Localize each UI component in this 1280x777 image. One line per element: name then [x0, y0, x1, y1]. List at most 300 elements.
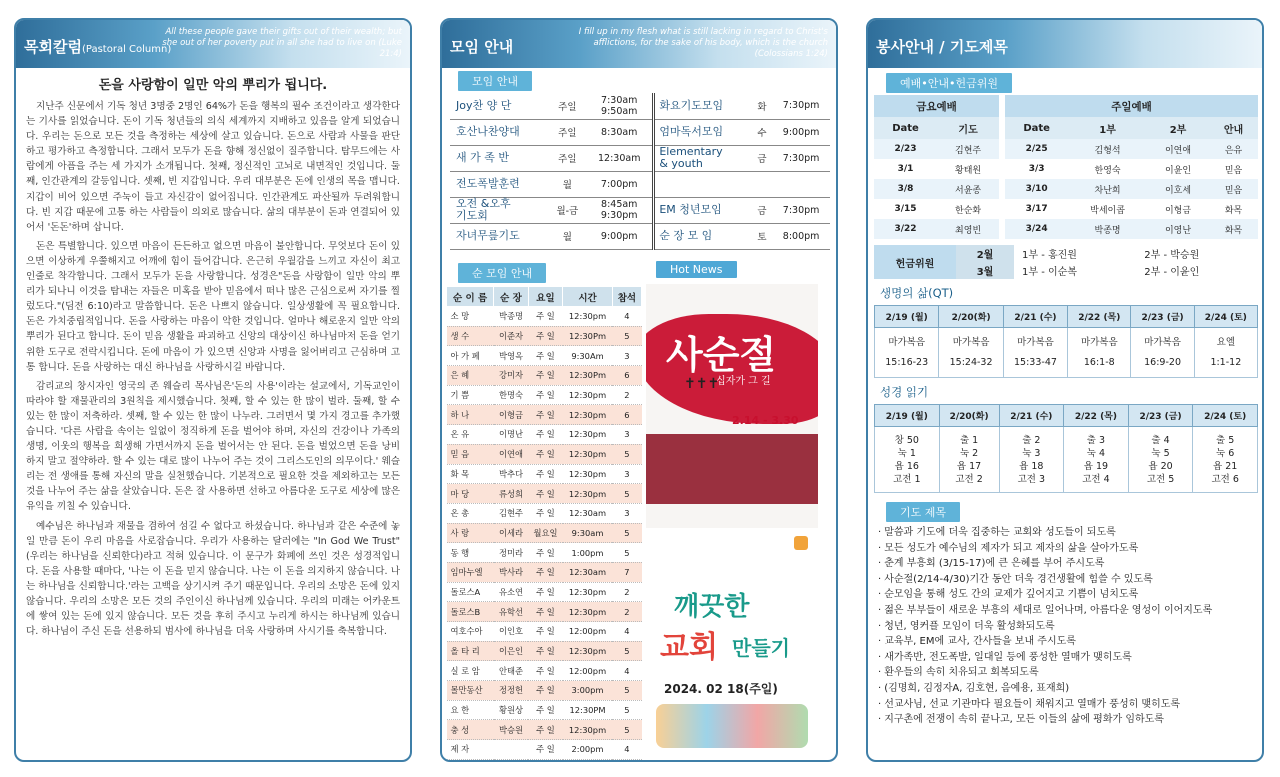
prayer-item: · 젊은 부부들이 새로운 부흥의 세대로 일어나며, 아름다운 영성이 이어지도록	[878, 603, 1262, 619]
group-leader: 이준자	[494, 326, 528, 346]
meeting-time: 7:30pm	[772, 93, 830, 119]
column-paragraph: 돈은 특별합니다. 있으면 마음이 든든하고 없으면 마음이 불안합니다. 무엇보다 돈이 있으면 이상하게 우쭐해지고 어깨에 힘이 들어갑니다. 은근히 우월감을 느끼고 자신이 최고인줄로 착각합니다. 그래서 모두가 돈을 사랑합니다. 성경은"돈을 사랑함이 일만 악의 뿌리가 되나니 이것을 탐내는 자들은 미혹을 받아 믿음에서 떠나 많은 근심으로써 자기를 찔렀도다."(딤전 6:10)라고 말씀합니다. 돈은 나쁘지 않습니다. 일상생활에 꼭 필요합니다. 돈은 가치중립적입니다. 돈을 사랑하는 마음이 악한 것입니다. 얼마나 해로운지 일만 악의 뿌리가 된다고 합니다. 돈이 믿음 생활을 파괴하고 신앙의 대상이신 하나님마저 돈을 얻기 위한 도구로 전락시킵니다. 돈에 마음이 가 있으면 신앙과 사명을 잃어버리고 근심하며 고통 합니다. 돈을 사랑하는 대신 하나님을 사랑하시길 바랍니다.	[26, 240, 400, 373]
qt-range: 15:33-47	[1014, 356, 1057, 368]
qt-range: 1:1-12	[1210, 356, 1242, 368]
worship-col-header: 2부	[1147, 117, 1209, 139]
worship-row	[874, 199, 1258, 219]
bible-chapter: 눅 2	[959, 447, 979, 459]
worship-col-header: 기도	[937, 117, 999, 139]
group-attend: 6	[612, 366, 641, 386]
group-name: 몰만동산	[447, 681, 494, 701]
group-time: 1:00pm	[563, 543, 613, 563]
group-time: 3:00pm	[563, 681, 613, 701]
group-time: 12:30Pm	[563, 326, 613, 346]
small-group-row	[447, 484, 642, 504]
small-group-tag: 순 모임 안내	[458, 263, 546, 283]
small-group-row	[447, 562, 642, 582]
small-group-row	[447, 523, 642, 543]
bible-chapter: 출 4	[1151, 434, 1170, 446]
sun-second: 이윤인	[1164, 165, 1192, 176]
bible-day: 2/20(화)	[939, 405, 999, 427]
group-attend: 4	[612, 622, 641, 642]
meeting-name: 호산나찬양대	[450, 119, 549, 145]
group-leader: 이형금	[494, 405, 528, 425]
meeting-time: 8:00pm	[772, 223, 830, 249]
small-group-header: 시간	[563, 287, 613, 307]
bible-chapter: 고전 3	[1017, 473, 1046, 485]
group-name: 아 가 페	[447, 346, 494, 366]
sun-second: 이호세	[1147, 179, 1209, 199]
bible-reading-title: 성경 읽기	[880, 385, 929, 399]
meeting-time: 8:45am 9:30pm	[586, 197, 654, 223]
small-group-header: 요일	[528, 287, 562, 307]
group-day: 주 일	[528, 602, 562, 622]
group-leader: 정정헌	[494, 681, 528, 701]
qt-cell	[1003, 328, 1067, 378]
meeting-day: 주일	[549, 145, 587, 171]
lent-title: 사순절	[666, 332, 777, 377]
sun-first: 차난희	[1068, 179, 1147, 199]
people-illustration	[656, 704, 808, 748]
prayer-item: · 선교사님, 선교 기관마다 필요들이 채워지고 열매가 풍성히 맺히도록	[878, 697, 1262, 713]
group-time: 12:30pm	[563, 405, 613, 425]
pastoral-verse: All these people gave their gifts out of their wealth; but she out of her poverty put in all she had to live on (Luke 21:4)	[162, 27, 402, 59]
group-day: 주 일	[528, 543, 562, 563]
small-group-row	[447, 464, 642, 484]
bible-day: 2/21 (수)	[999, 405, 1064, 427]
small-group-row	[447, 366, 642, 386]
group-day: 주 일	[528, 582, 562, 602]
group-name: 은 혜	[447, 366, 494, 386]
group-time: 12:30pm	[563, 444, 613, 464]
poster-line-3: 만들기	[732, 636, 790, 660]
group-leader: 강미자	[494, 366, 528, 386]
group-day: 주 일	[528, 484, 562, 504]
group-leader: 이세라	[494, 523, 528, 543]
bible-cell	[1128, 427, 1193, 493]
fri-date: 3/8	[874, 179, 937, 199]
group-day: 주 일	[528, 562, 562, 582]
group-attend: 7	[612, 562, 641, 582]
fri-prayer: 김현주	[937, 139, 999, 159]
qt-range: 15:16-23	[885, 356, 929, 368]
group-attend: 5	[612, 681, 641, 701]
group-leader: 박추다	[494, 464, 528, 484]
bible-cell	[999, 427, 1064, 493]
group-attend: 5	[612, 700, 641, 720]
group-attend: 3	[612, 346, 641, 366]
group-day: 주 일	[528, 307, 562, 327]
bible-day: 2/22 (목)	[1064, 405, 1129, 427]
pastoral-header	[16, 20, 410, 68]
poster-date: 2024. 02 18(주일)	[664, 682, 778, 696]
meeting-row	[450, 119, 830, 145]
meeting-day: 주일	[549, 93, 587, 119]
prayer-item: · 춘계 부흥회 (3/15-17)에 큰 은혜를 부어 주시도록	[878, 556, 1262, 572]
small-group-header: 순 이 름	[447, 287, 494, 307]
group-name: 동 행	[447, 543, 494, 563]
bible-chapter: 출 5	[1216, 434, 1235, 446]
worship-table	[874, 95, 1258, 239]
group-leader: 박승원	[494, 720, 528, 740]
group-attend: 2	[612, 582, 641, 602]
qt-book: 마가복음	[888, 336, 926, 348]
offering-second: 2부 - 박승원	[1144, 250, 1200, 261]
small-group-row	[447, 622, 642, 642]
bible-chapter: 고전 4	[1082, 473, 1110, 485]
group-day: 주 일	[528, 641, 562, 661]
group-day: 주 일	[528, 700, 562, 720]
service-panel	[866, 18, 1264, 762]
sun-date: 3/10	[1005, 179, 1068, 199]
sun-date: 3/3	[1028, 164, 1045, 174]
group-attend: 3	[612, 503, 641, 523]
qt-cell	[1068, 328, 1131, 378]
poster-line-2: 교회	[660, 630, 718, 665]
meeting-time: 12:30am	[586, 145, 654, 171]
meeting-time: 7:00pm	[586, 171, 654, 197]
meeting-name: 오전 &오후 기도회	[450, 197, 549, 223]
worship-row	[874, 219, 1258, 239]
qt-day: 2/19 (월)	[875, 306, 939, 328]
meeting-name: Elementary & youth	[654, 145, 752, 171]
group-day: 주 일	[528, 385, 562, 405]
sun-first: 김형석	[1068, 139, 1147, 159]
prayer-item: · 모든 성도가 예수님의 제자가 되고 제자의 삶을 살아가도록	[878, 541, 1262, 557]
sun-guide: 은유	[1209, 139, 1258, 159]
group-name: 소 망	[447, 307, 494, 327]
small-group-row	[447, 543, 642, 563]
worship-row	[874, 179, 1258, 199]
bible-chapter: 욥 19	[1083, 460, 1109, 472]
worship-col-header: Date	[1005, 117, 1068, 139]
qt-book: 마가복음	[952, 336, 990, 348]
bible-chapter: 눅 6	[1216, 447, 1235, 459]
group-day: 주 일	[528, 464, 562, 484]
group-leader: 이연애	[494, 444, 528, 464]
small-group-row	[447, 582, 642, 602]
group-day: 주 일	[528, 326, 562, 346]
prayer-tag: 기도 제목	[886, 502, 960, 522]
sun-guide: 믿음	[1209, 179, 1258, 199]
group-day: 주 일	[528, 622, 562, 642]
offering-month: 2월	[956, 245, 1014, 262]
meeting-name: EM 청년모임	[654, 197, 752, 223]
group-name: 올 타 리	[447, 641, 494, 661]
group-leader: 류성희	[494, 484, 528, 504]
meeting-verse: I fill up in my flesh what is still lacking in regard to Christ's afflictions, for the sake of his body, which is the church (Colossians 1:24)	[578, 27, 828, 59]
group-leader: 황원상	[494, 700, 528, 720]
group-time: 9:30am	[563, 523, 613, 543]
qt-book: 마가복음	[1017, 336, 1054, 348]
fri-prayer: 황태원	[955, 165, 982, 176]
small-group-header: 참석	[612, 287, 641, 307]
group-name: 온 유	[447, 425, 494, 445]
prayer-item: · 청년, 영커플 모임이 더욱 활성화되도록	[878, 619, 1262, 635]
pastoral-column-panel	[14, 18, 412, 762]
bible-day: 2/19 (월)	[875, 405, 940, 427]
sun-date: 2/25	[1005, 139, 1068, 159]
group-day: 주 일	[528, 444, 562, 464]
bible-reading-table	[874, 404, 1258, 493]
group-time: 12:30pm	[563, 602, 613, 622]
meeting-table	[450, 93, 830, 250]
small-group-row	[447, 641, 642, 661]
group-name: 하 나	[447, 405, 494, 425]
fri-prayer: 서윤종	[937, 179, 999, 199]
bible-chapter: 눅 5	[1151, 447, 1170, 459]
offering-second: 2부 - 이윤인	[1144, 267, 1200, 278]
sun-date: 3/24	[1005, 219, 1068, 239]
qt-range: 16:9-20	[1144, 356, 1181, 368]
group-day: 주 일	[528, 503, 562, 523]
qt-book: 요엘	[1216, 336, 1236, 348]
small-group-row	[447, 444, 642, 464]
group-leader: 안태준	[494, 661, 528, 681]
bible-chapter: 창 50	[894, 434, 919, 446]
small-group-row	[447, 661, 642, 681]
worship-col-header: 1부	[1068, 117, 1147, 139]
bible-chapter: 고전 5	[1146, 473, 1175, 485]
group-attend: 4	[612, 661, 641, 681]
sun-guide: 믿음	[1224, 165, 1243, 176]
meeting-day: 금	[752, 197, 773, 223]
worship-col-header: Date	[874, 117, 937, 139]
meeting-tag: 모임 안내	[458, 71, 532, 91]
group-attend: 5	[612, 326, 641, 346]
fri-prayer: 최영빈	[937, 219, 999, 239]
group-name: 돌로스B	[447, 602, 494, 622]
small-group-header: 순 장	[494, 287, 528, 307]
offering-month: 3월	[956, 262, 1014, 279]
group-time: 12:30am	[563, 503, 613, 523]
group-time: 12:30am	[563, 562, 613, 582]
bible-cell	[939, 427, 999, 493]
group-leader: 유소연	[494, 582, 528, 602]
group-name: 제 자	[447, 740, 494, 760]
pastoral-title: 목회칼럼(Pastoral Column)	[24, 38, 172, 56]
meeting-row	[450, 223, 830, 249]
meeting-day: 월-금	[549, 197, 587, 223]
group-attend: 5	[612, 543, 641, 563]
service-header	[868, 20, 1262, 68]
group-name: 임마누엘	[447, 562, 494, 582]
group-name: 요 한	[447, 700, 494, 720]
prayer-item: · 말씀과 기도에 더욱 집중하는 교회와 성도들이 되도록	[878, 525, 1262, 541]
group-time: 12:30PM	[563, 700, 613, 720]
bible-cell	[1193, 427, 1258, 493]
service-tag: 예배•안내•헌금위원	[886, 73, 1012, 93]
group-time: 12:30pm	[563, 720, 613, 740]
offering-table	[874, 245, 1258, 279]
fri-date: 3/22	[874, 219, 937, 239]
bible-cell	[1064, 427, 1129, 493]
prayer-item: · 순모임을 통해 성도 간의 교제가 깊어지고 기쁨이 넘치도록	[878, 587, 1262, 603]
group-attend: 5	[612, 444, 641, 464]
qt-table	[874, 305, 1258, 378]
bible-chapter: 출 2	[1022, 434, 1041, 446]
prayer-item: · 교육부, EM에 교사, 간사들을 보내 주시도록	[878, 634, 1262, 650]
bible-chapter: 고전 6	[1211, 473, 1239, 485]
sunday-service-label: 주일예배	[1005, 95, 1258, 117]
sun-date: 3/17	[1025, 204, 1048, 214]
meeting-day: 월	[549, 223, 587, 249]
prayer-list	[868, 525, 1262, 728]
group-leader: 이은인	[494, 641, 528, 661]
qt-cell	[1131, 328, 1194, 378]
group-day: 주 일	[528, 366, 562, 386]
sun-guide: 화목	[1224, 205, 1243, 216]
group-day: 주 일	[528, 346, 562, 366]
qt-day: 2/20(화)	[939, 306, 1003, 328]
qt-day: 2/21 (수)	[1003, 306, 1067, 328]
prayer-item: · (김명희, 김정자A, 김호현, 음예용, 표재희)	[878, 681, 1262, 697]
lent-dates: 2.14 - 3.30	[732, 414, 799, 427]
group-name: 믿 음	[447, 444, 494, 464]
qt-cell	[875, 328, 939, 378]
sun-first: 한영숙	[1094, 165, 1121, 176]
meeting-header	[442, 20, 836, 68]
prayer-item: · 환우들의 속히 치유되고 회복되도록	[878, 665, 1262, 681]
meeting-panel	[440, 18, 838, 762]
group-name: 화 목	[447, 464, 494, 484]
group-day: 월요일	[528, 523, 562, 543]
group-leader: 박사라	[494, 562, 528, 582]
group-leader	[494, 740, 528, 760]
group-attend: 6	[612, 405, 641, 425]
qt-range: 16:1-8	[1083, 356, 1115, 368]
group-attend: 5	[612, 484, 641, 504]
group-attend: 3	[612, 425, 641, 445]
group-name: 사 랑	[447, 523, 494, 543]
group-leader: 박영옥	[494, 346, 528, 366]
small-group-row	[447, 385, 642, 405]
group-time: 12:00pm	[563, 622, 613, 642]
meeting-name: 새 가 족 반	[450, 145, 549, 171]
small-group-row	[447, 503, 642, 523]
group-time: 2:00pm	[563, 740, 613, 760]
bible-day: 2/24 (토)	[1193, 405, 1258, 427]
small-group-row	[447, 405, 642, 425]
sun-second: 이영난	[1147, 219, 1209, 239]
sun-first: 박종명	[1068, 219, 1147, 239]
group-time: 12:00pm	[563, 661, 613, 681]
column-paragraph: 지난주 신문에서 기독 청년 3명중 2명인 64%가 돈을 행복의 필수 조건이라고 생각한다는 기사를 읽었습니다. 돈이 기독 청년들의 의식 세계까지 지배하고 있음을 알게 되었습니다. 우리는 돈으로 모든 것을 측정하는 세상에 살고 있습니다. 돈으로 사람과 사물을 판단하고 평가하고 측정합니다. 그래서 모두가 돈을 향해 정신없이 질주합니다. 탐무드에는 사람에게 아픔을 주는 세 가지가 소개됩니다. 첫째, 정신적인 고뇌로 내면적인 것입니다. 둘째, 인간관계의 갈등입니다. 셋째, 빈 지갑입니다. 우리 대부분은 돈에 인생의 목을 맵니다. 지갑이 비어 있으면 주눅이 들고 자신감이 없어집니다. 인간관계도 파산될까 두려워합니다. 빈 지갑 때문에 고통 하는 사람들이 의외로 많습니다. 삶의 대부분이 돈과 연결되어 있어서 '돈돈'하며 삽니다.	[26, 101, 400, 233]
bible-cell	[875, 427, 940, 493]
prayer-item: · 새가족반, 전도폭발, 일대일 등에 풍성한 열매가 맺히도록	[878, 650, 1262, 666]
small-group-row	[447, 720, 642, 740]
small-group-row	[447, 326, 642, 346]
group-attend: 3	[612, 464, 641, 484]
group-attend: 2	[612, 602, 641, 622]
meeting-time: 9:00pm	[586, 223, 654, 249]
sun-first: 박세이콥	[1090, 205, 1125, 216]
service-title: 봉사안내 / 기도제목	[876, 38, 1008, 56]
meeting-row	[450, 145, 830, 171]
group-time: 9:30Am	[563, 346, 613, 366]
group-time: 12:30pm	[563, 464, 613, 484]
bible-chapter: 눅 4	[1086, 447, 1106, 459]
small-group-row	[447, 346, 642, 366]
worship-row	[874, 139, 1258, 159]
meeting-name: 전도폭발훈련	[450, 171, 549, 197]
group-attend: 5	[612, 641, 641, 661]
bible-chapter: 고전 2	[955, 473, 983, 485]
meeting-time: 7:30pm	[772, 145, 830, 171]
column-paragraph: 예수님은 하나님과 재물을 겸하여 섬길 수 없다고 하셨습니다. 하나님과 같은 수준에 놓일 만큼 돈이 우리 마음을 사로잡습니다. 우리가 사용하는 달러에는 "In God We Trust"(우리는 하나님을 신뢰한다)라고 적혀 있습니다. 이 문구가 화폐에 쓰인 것은 성경적입니다. 돈을 사용할 때마다, '나는 이 돈을 믿지 않습니다. 나는 이 돈을 의지하지 않습니다. 나는 하나님을 신뢰합니다.'라는 고백을 상기시켜 주기 때문입니다. 우리의 소망은 돈에 있지 않습니다. 우리의 소망은 모든 것의 주인이신 하나님께 있습니다. 우리의 미래는 어카운트에 쌓여 있는 돈에 있지 않습니다. 모든 것을 후히 주시고 누리게 하시는 하나님께 있습니다. 하나님이 주신 돈을 선용하되 범사에 하나님을 더욱 사랑하며 사시기를 축복합니다.	[26, 520, 400, 638]
group-day: 주 일	[528, 681, 562, 701]
group-time: 12:30pm	[563, 425, 613, 445]
poster-line-1: 깨끗한	[674, 592, 750, 622]
hot-news-tag: Hot News	[656, 261, 737, 278]
meeting-name: Joy찬 양 단	[450, 93, 549, 119]
group-name: 온 총	[447, 503, 494, 523]
group-leader: 유학선	[494, 602, 528, 622]
meeting-row	[450, 171, 830, 197]
lent-subtitle: 십자가 그 길	[716, 376, 771, 387]
group-leader: 박종명	[494, 307, 528, 327]
church-logo-icon	[794, 536, 808, 550]
group-attend: 5	[612, 720, 641, 740]
meeting-title: 모임 안내	[450, 38, 514, 56]
meeting-day	[752, 171, 773, 197]
small-group-row	[447, 681, 642, 701]
cross-icon: ✝✝✝	[684, 376, 720, 392]
bible-chapter: 욥 20	[1148, 460, 1173, 472]
meeting-time: 7:30am 9:50am	[586, 93, 654, 119]
clean-church-poster	[646, 532, 818, 754]
meeting-name	[654, 171, 752, 197]
lent-poster	[646, 284, 818, 528]
meeting-name: 자녀무릎기도	[450, 223, 549, 249]
qt-book: 마가복음	[1144, 336, 1181, 348]
small-group-row	[447, 700, 642, 720]
group-attend: 5	[612, 523, 641, 543]
column-paragraph: 감리교의 창시자인 영국의 존 웨슬리 목사님은'돈의 사용'이라는 설교에서, 기독교인이 따라야 할 재물관리의 3원칙을 제시했습니다. 첫째, 할 수 있는 한 많이 벌라. 둘째, 할 수 있는 한 많이 저축하라. 셋째, 할 수 있는 한 많이 나누라. 그러면서 몇 가지 경고를 추가했습니다. '다른 사람을 속이는 일없이 정직하게 돈을 벌어야 하며, 자신의 건강이나 가족의 생명, 이웃의 행복을 희생해 가면서까지 돈을 벌어서는 안 된다. 돈을 벌었으면 돈을 낭비하지 말고 절약하라. 할 수 있는 대로 많이 나누어 주는 것이 그리스도인의 의무이다.' 웨슬리는 전 생애를 통해 자신의 말을 실천했습니다. 기본적으로 필요한 것을 제외하고는 모든 것을 나누어 주는 삶을 살았습니다. 돈은 잘 사용하면 선하고 아름다운 도구로 세상에 많은 유익을 끼칠 수 있습니다.	[26, 380, 400, 513]
prayer-item: · 지구촌에 전쟁이 속히 끝나고, 모든 이들의 삶에 평화가 임하도록	[878, 712, 1262, 728]
meeting-time: 8:30am	[586, 119, 654, 145]
qt-day: 2/24 (토)	[1194, 306, 1257, 328]
qt-title: 생명의 삶(QT)	[880, 286, 954, 300]
group-name: 마 당	[447, 484, 494, 504]
bible-chapter: 고전 1	[893, 473, 921, 485]
qt-cell	[939, 328, 1003, 378]
bible-chapter: 눅 1	[897, 447, 916, 459]
worship-row	[874, 159, 1258, 179]
meeting-time	[772, 171, 830, 197]
bible-chapter: 욥 21	[1213, 460, 1238, 472]
small-group-table	[446, 286, 642, 760]
group-time: 12:30pm	[563, 484, 613, 504]
group-name: 실 로 암	[447, 661, 494, 681]
fri-date: 3/15	[894, 204, 917, 214]
offering-first: 1부 - 이순복	[1022, 267, 1077, 278]
prayer-item: · 사순절(2/14-4/30)기간 동안 더욱 경건생활에 힘쓸 수 있도록	[878, 572, 1262, 588]
bible-chapter: 욥 17	[956, 460, 982, 472]
group-leader: 한명숙	[494, 385, 528, 405]
meeting-day: 화	[752, 93, 773, 119]
meeting-time: 9:00pm	[772, 119, 830, 145]
group-leader: 이인호	[494, 622, 528, 642]
bible-chapter: 욥 16	[894, 460, 919, 472]
meeting-row	[450, 93, 830, 119]
sun-guide: 화목	[1209, 219, 1258, 239]
bible-day: 2/23 (금)	[1128, 405, 1193, 427]
bible-chapter: 출 1	[959, 434, 979, 446]
offering-label: 헌금위원	[874, 245, 956, 279]
meeting-day: 수	[752, 119, 773, 145]
column-heading: 돈을 사랑함이 일만 악의 뿌리가 됩니다.	[98, 78, 328, 93]
